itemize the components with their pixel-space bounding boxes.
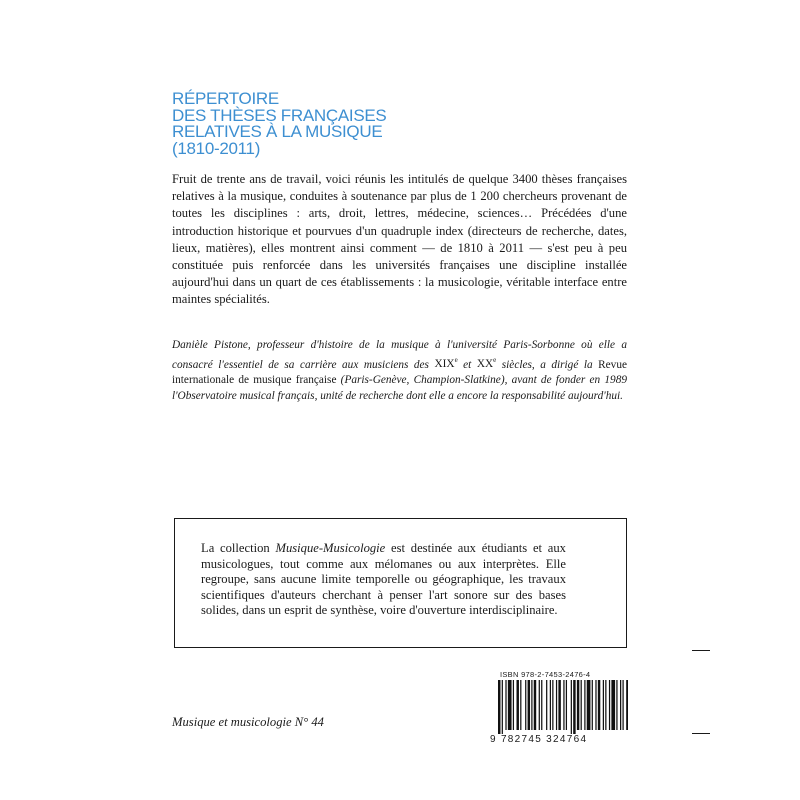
barcode-bar (508, 680, 512, 730)
barcode-bar (620, 680, 621, 730)
barcode-bar (598, 680, 600, 730)
barcode-bar (502, 680, 503, 734)
barcode-bar (605, 680, 606, 730)
barcode-bar (573, 680, 575, 734)
barcode-bar (556, 680, 557, 730)
barcode-bar (541, 680, 542, 730)
barcode (494, 680, 628, 734)
barcode-bar (622, 680, 623, 730)
barcode-bar (513, 680, 514, 730)
barcode-bar (584, 680, 585, 730)
barcode-bar (525, 680, 526, 730)
crop-mark (692, 650, 710, 651)
barcode-bar (563, 680, 564, 730)
barcode-bar (595, 680, 596, 730)
barcode-bar (498, 680, 500, 734)
collection-box (174, 518, 627, 648)
barcode-bar (531, 680, 532, 730)
title-line: DES THÈSES FRANÇAISES (172, 105, 387, 125)
author-note (172, 338, 627, 404)
crop-mark (692, 733, 710, 734)
barcode-bar (626, 680, 628, 730)
barcode-bar (552, 680, 553, 730)
century-20: XXe (476, 356, 497, 371)
barcode-bar (516, 680, 518, 730)
collection-description: La collection Musique-Musicologie est destinée aux étudiants et aux musicologues, tout comme aux mélomanes ou aux interprètes. Elle regroupe, sans aucune limite temporelle ou géographique, les travaux scientifiques d'auteurs cherchant à penser l'art sonore sur des bases solides, dans un esprit de synthèse, voire d'ouverture interdisciplinaire. (201, 541, 566, 618)
barcode-bar (616, 680, 617, 730)
barcode-bar (550, 680, 551, 730)
barcode-bar (558, 680, 560, 730)
century-19: XIXe (434, 356, 458, 371)
barcode-bar (611, 680, 615, 730)
author-note-text: Danièle Pistone, professeur d'histoire de la musique à l'université Paris-Sorbonne où elle a consacré l'essentiel de sa carrière aux musiciens des (172, 339, 627, 371)
author-note-text: (Paris-Genève, Champion-Slatkine), avant de fonder en 1989 l'Observatoire musical français, unité de recherche dont elle a encore la responsabilité aujourd'hui. (172, 373, 627, 402)
barcode-bar (581, 680, 582, 730)
series-label: Musique et musicologie N° 44 (172, 715, 324, 729)
barcode-digits: 9 782745 324764 (490, 734, 588, 745)
collection-name: Musique-Musicologie (275, 541, 386, 555)
barcode-bar (546, 680, 547, 730)
isbn-label: ISBN 978-2-7453-2476-4 (500, 670, 591, 679)
author-note-text: siècles, a dirigé la (496, 358, 599, 371)
barcode-bar (528, 680, 530, 730)
author-note-text: et (457, 358, 477, 371)
barcode-bar (520, 680, 521, 730)
barcode-bar (577, 680, 579, 730)
barcode-bar (539, 680, 540, 730)
barcode-bar (534, 680, 536, 730)
barcode-bar (592, 680, 593, 730)
book-description: Fruit de trente ans de travail, voici réunis les intitulés de quelque 3400 thèses françaises relatives à la musique, conduites à soutenance par plus de 1 200 chercheurs provenant de toutes les disciplines : arts, droit, lettres, médecine, sciences… Précédées d'une introduction historique et pourvues d'un quadruple index (directeurs de recherche, dates, lieux, matières), elles montrent ainsi comment — de 1810 à 2011 — s'est peu à peu constituée puis renforcée dans les universités françaises une discipline installée aujourd'hui dans un quart de ces établissements : la musicologie, véritable interface entre maintes spécialités. (172, 172, 627, 307)
barcode-bar (505, 680, 506, 730)
title-line: RÉPERTOIRE (172, 89, 279, 108)
book-title (172, 91, 386, 157)
journal-title: Revue internationale de musique française (172, 358, 627, 386)
barcode-bar (571, 680, 572, 734)
title-line: RELATIVES À LA MUSIQUE (172, 122, 383, 141)
barcode-bar (566, 680, 567, 730)
barcode-bar (587, 680, 591, 730)
title-line: (1810-2011) (172, 138, 261, 158)
barcode-bar (603, 680, 604, 730)
barcode-bar (609, 680, 610, 730)
